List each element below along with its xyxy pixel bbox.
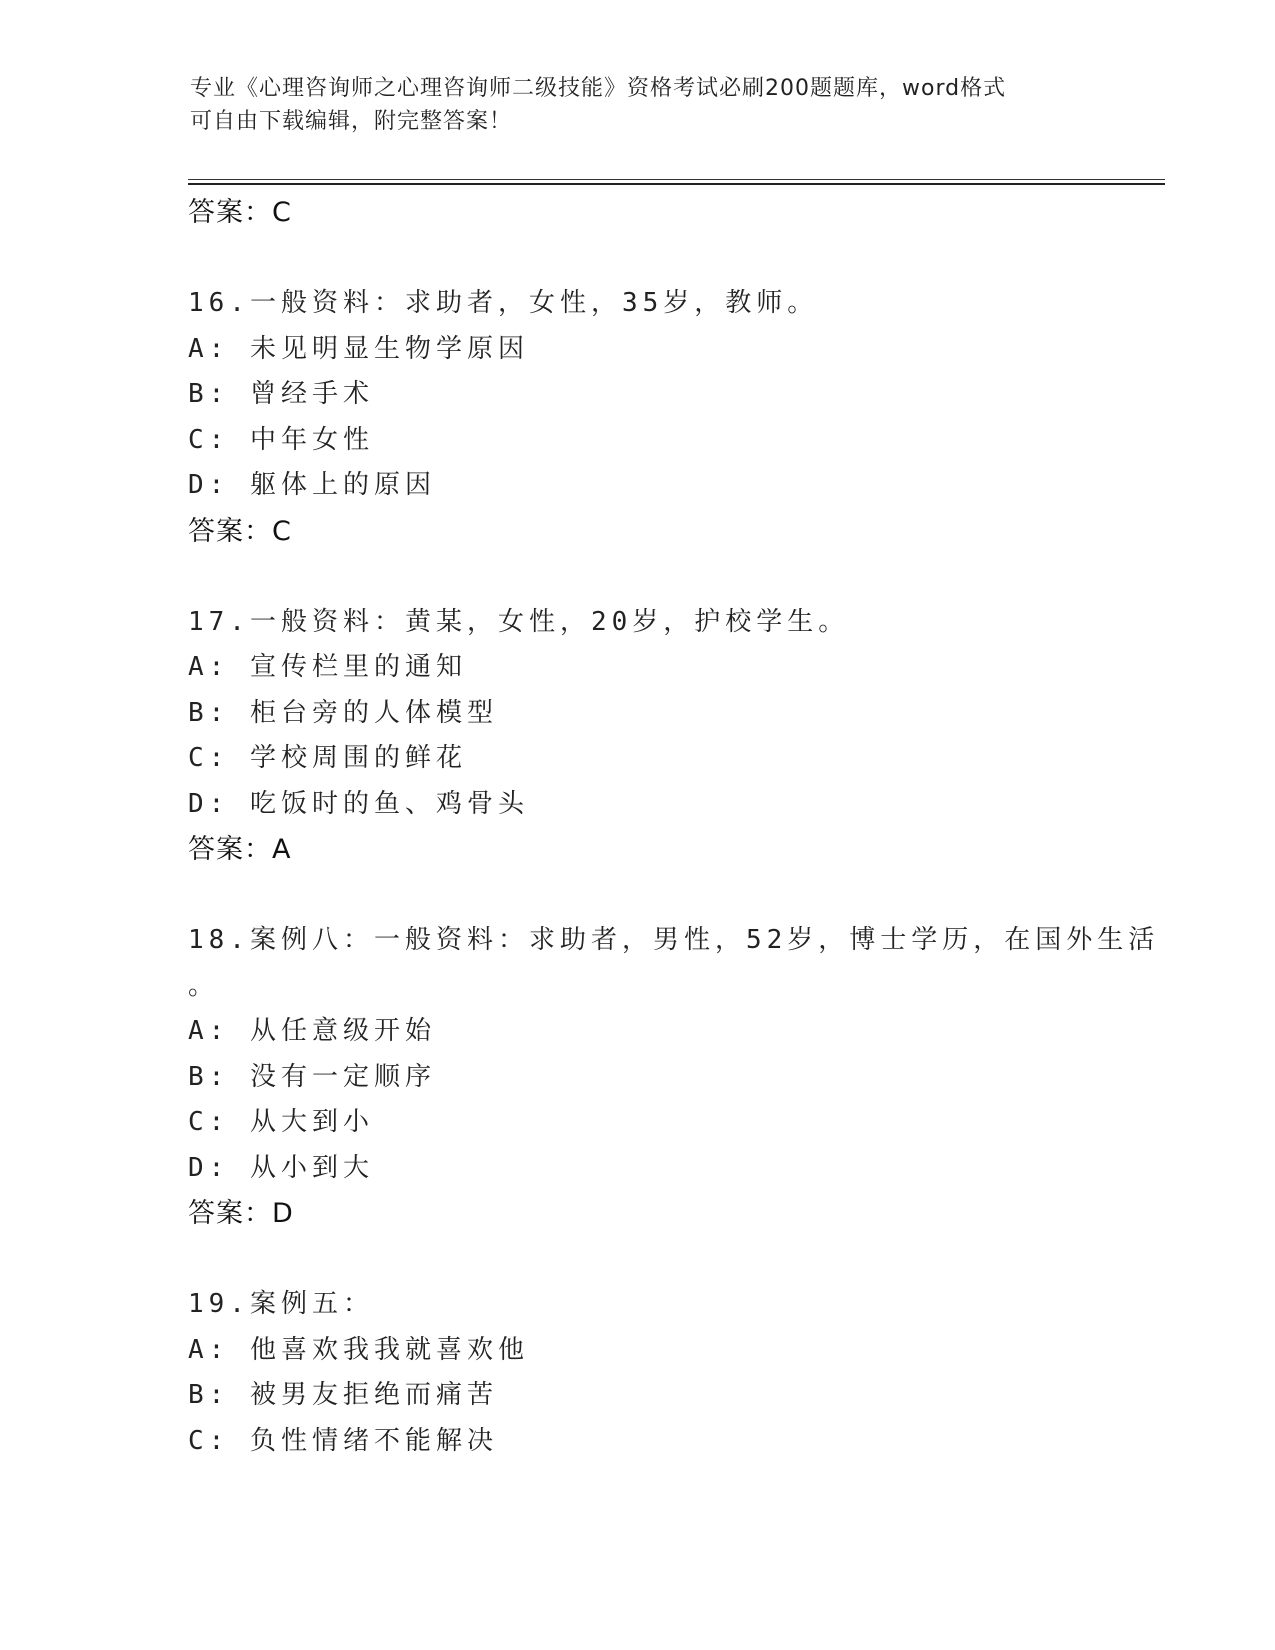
header-line-1: 专业《心理咨询师之心理咨询师二级技能》资格考试必刷200题题库，word格式 — [190, 76, 1007, 101]
option-c: C: 从大到小 — [188, 1107, 374, 1137]
header-divider — [188, 179, 1165, 186]
question-17 — [188, 600, 1138, 873]
question-list — [188, 190, 1160, 1464]
spacer — [188, 236, 1138, 282]
question-19 — [188, 1282, 1138, 1464]
question-stem: 17.一般资料：黄某，女性，20岁，护校学生。 — [188, 606, 850, 637]
option-b: B: 柜台旁的人体模型 — [188, 697, 498, 728]
answer-line: 答案：D — [188, 1198, 294, 1229]
option-d: D: 躯体上的原因 — [188, 470, 436, 500]
option-c: C: 中年女性 — [188, 424, 374, 455]
question-18 — [188, 918, 1160, 1237]
option-b: B: 没有一定顺序 — [188, 1061, 436, 1092]
option-a: A: 他喜欢我我就喜欢他 — [188, 1334, 529, 1365]
option-a: A: 宣传栏里的通知 — [188, 652, 467, 682]
option-a: A: 从任意级开始 — [188, 1016, 436, 1046]
option-b: B: 被男友拒绝而痛苦 — [188, 1380, 498, 1410]
spacer — [188, 1237, 1138, 1283]
option-b: B: 曾经手术 — [188, 379, 374, 409]
question-stem: 19.案例五： — [188, 1289, 374, 1319]
option-d: D: 吃饭时的鱼、鸡骨头 — [188, 788, 529, 819]
option-c: C: 学校周围的鲜花 — [188, 743, 467, 773]
question-stem-continuation: 。 — [188, 970, 220, 1001]
question-16 — [188, 281, 1138, 554]
divider-thick-line — [188, 183, 1165, 185]
option-d: D: 从小到大 — [188, 1152, 374, 1183]
answer-line: 答案：C — [188, 197, 292, 228]
divider-thin-line — [188, 179, 1165, 180]
spacer — [188, 554, 1138, 600]
option-a: A: 未见明显生物学原因 — [188, 333, 529, 364]
option-c: C: 负性情绪不能解决 — [188, 1425, 498, 1456]
answer-line: 答案：A — [188, 834, 292, 865]
spacer — [188, 873, 1138, 919]
header-line-2: 可自由下载编辑，附完整答案！ — [190, 109, 513, 134]
answer-line: 答案：C — [188, 515, 292, 547]
question-stem: 18.案例八：一般资料：求助者，男性，52岁，博士学历，在国外生活 — [188, 925, 1160, 955]
question-stem: 16.一般资料：求助者，女性，35岁，教师。 — [188, 288, 819, 318]
document-header — [190, 72, 1090, 138]
